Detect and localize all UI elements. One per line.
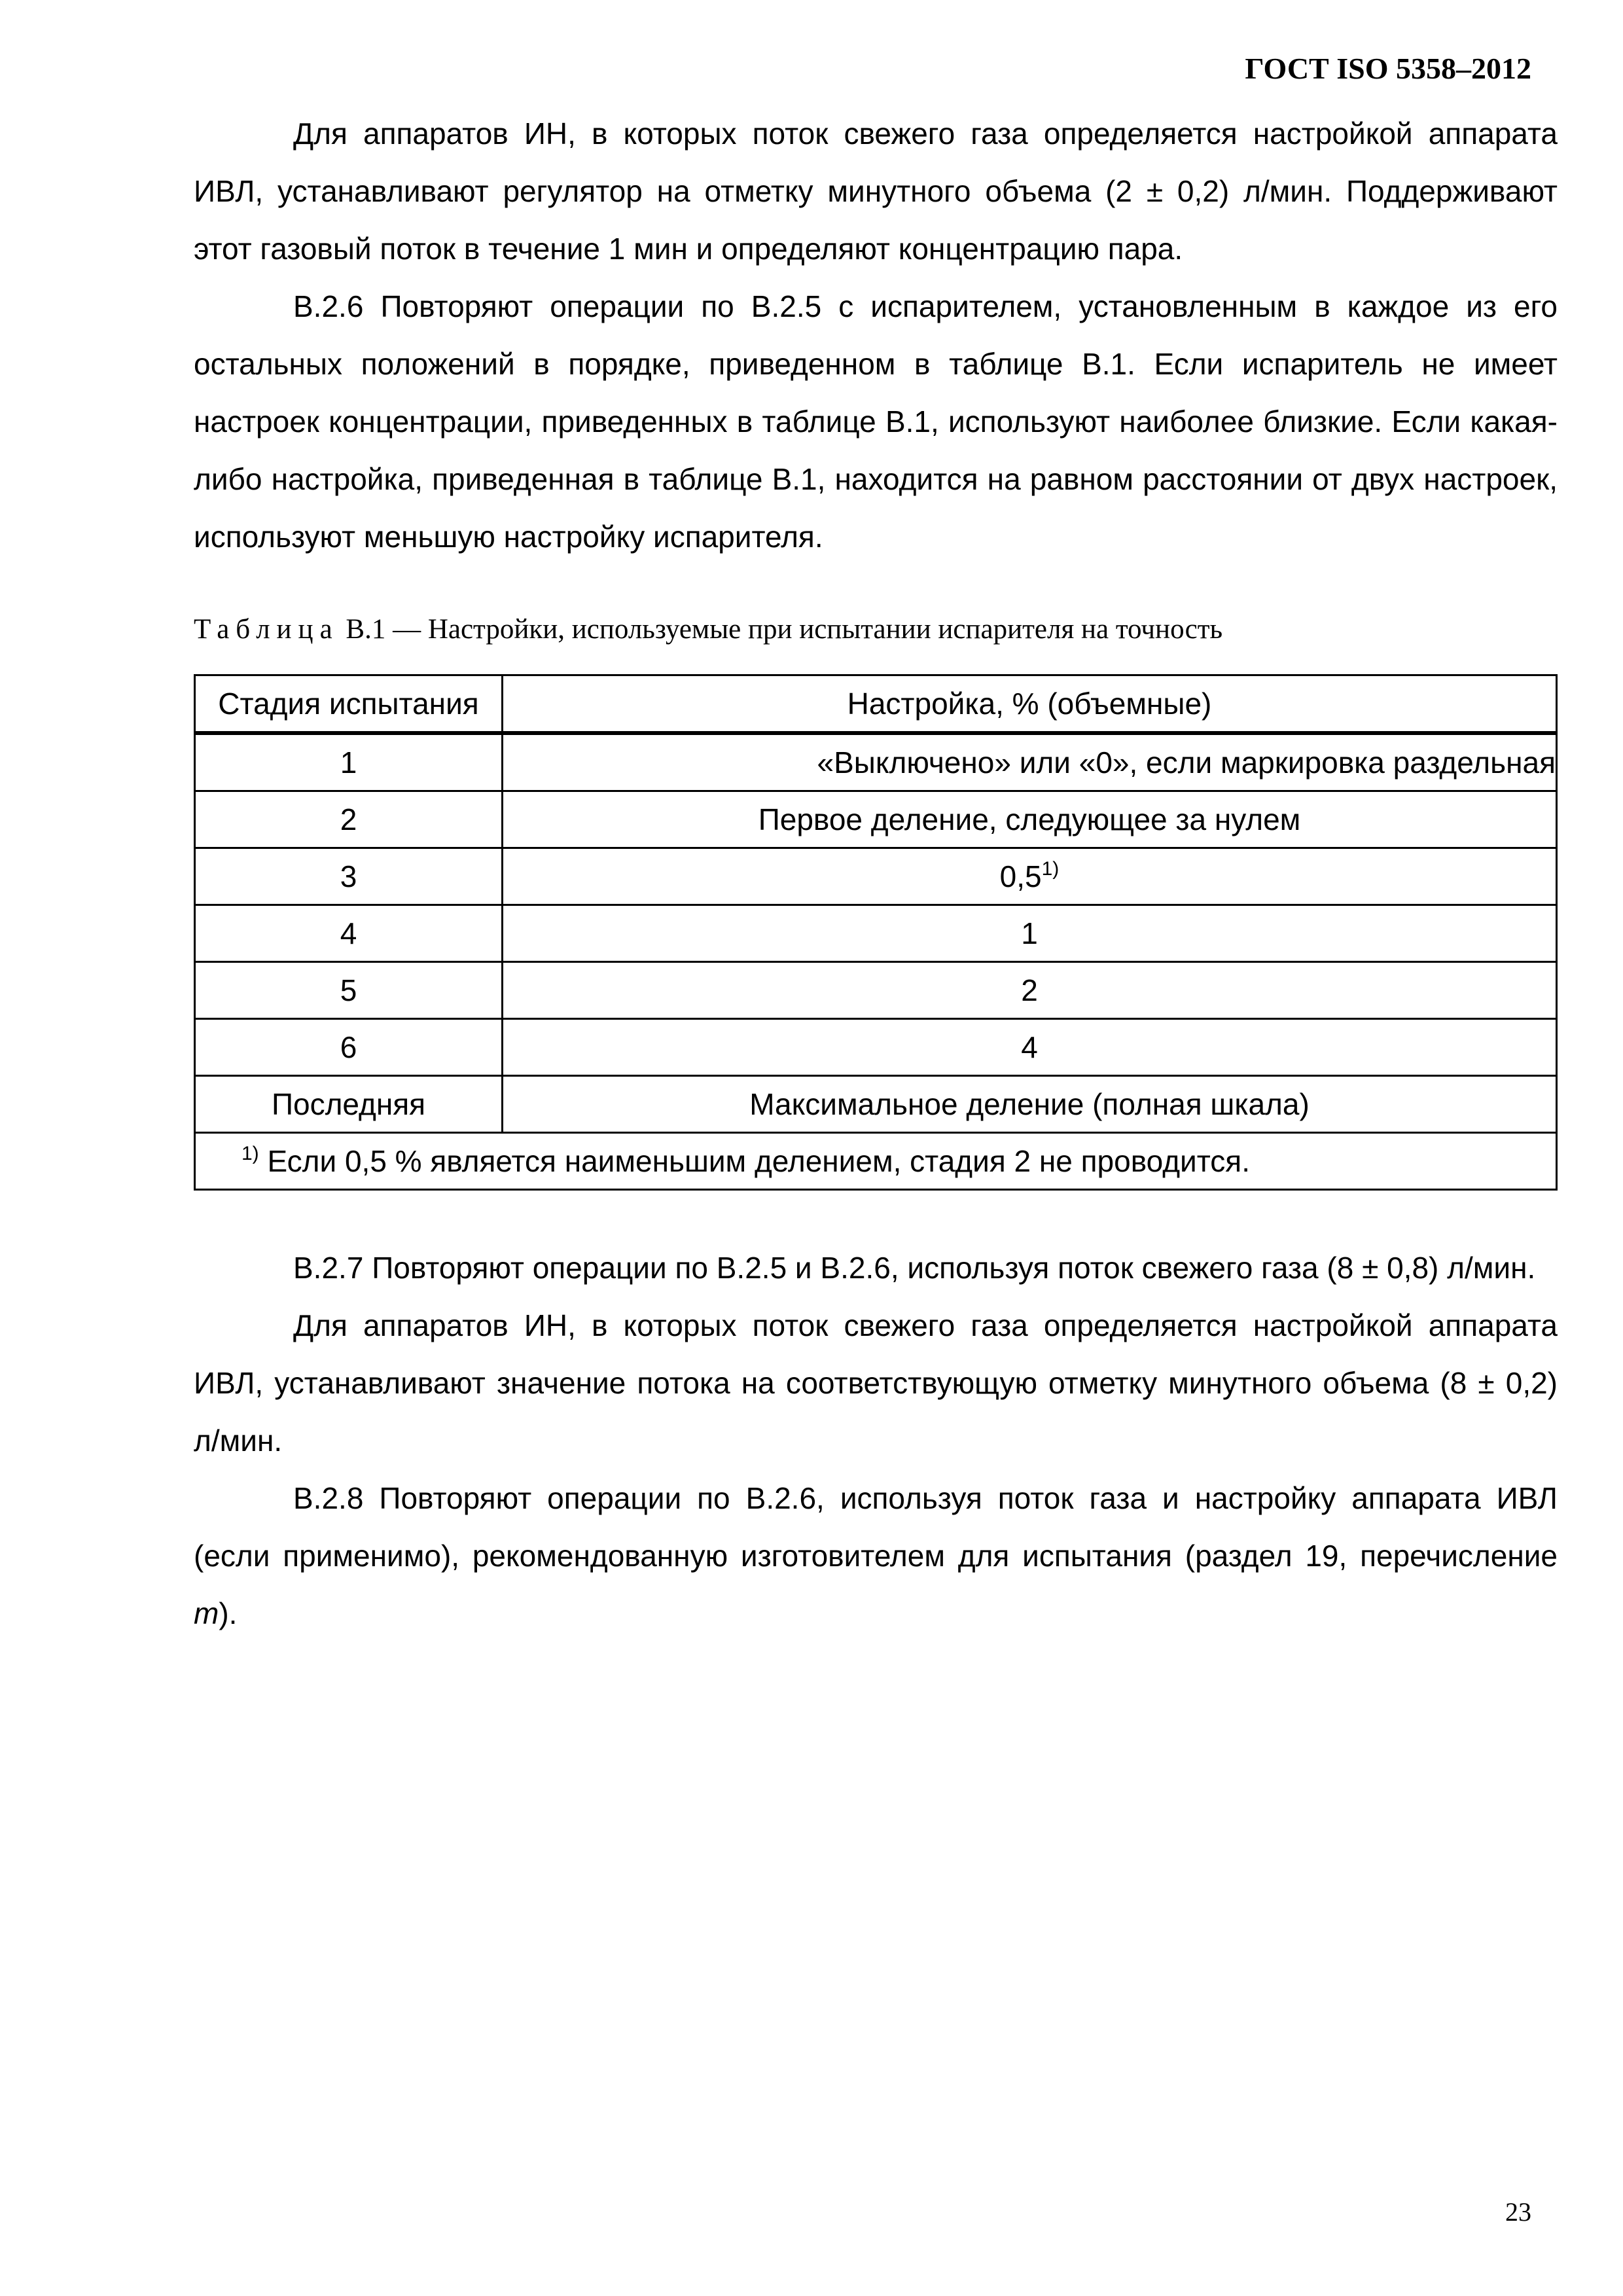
stage-cell: 4	[195, 905, 503, 962]
setting-value: 0,5	[999, 859, 1042, 893]
settings-table	[194, 674, 1558, 1191]
setting-cell: Максимальное деление (полная шкала)	[503, 1076, 1557, 1133]
bottom-text-block	[194, 1239, 1558, 1642]
table-caption-title: В.1 — Настройки, используемые при испытании испарителя на точность	[338, 614, 1223, 645]
table-row	[195, 733, 1557, 791]
setting-cell: 2	[503, 962, 1557, 1019]
paragraph: Для аппаратов ИН, в которых поток свежего газа определяется настройкой аппарата ИВЛ, устанавливают регулятор на отметку минутного объема (2 ± 0,2) л/мин. Поддерживают этот газовый поток в течение 1 мин и определяют концентрацию пара.	[194, 117, 1558, 266]
paragraph-b-2-6: В.2.6 Повторяют операции по В.2.5 с испарителем, установленным в каждое из его остальных положений в порядке, приведенном в таблице В.1. Если испаритель не имеет настроек концентрации, приведенных в таблице В.1, используют наиболее близкие. Если какая-либо настройка, приведенная в таблице В.1, находится на равном расстоянии от двух настроек, используют меньшую настройку испарителя.	[194, 289, 1558, 554]
table-row	[195, 848, 1557, 905]
enumeration-letter: m	[194, 1596, 219, 1630]
setting-cell: 1	[503, 905, 1557, 962]
document-header: ГОСТ ISO 5358–2012	[1245, 52, 1531, 85]
footnote-text: Если 0,5 % является наименьшим делением, стадия 2 не проводится.	[259, 1144, 1250, 1178]
paragraph: Для аппаратов ИН, в которых поток свежего газа определяется настройкой аппарата ИВЛ, устанавливают значение потока на соответствующую отметку минутного объема (8 ± 0,2) л/мин.	[194, 1308, 1558, 1458]
table-footnote	[195, 1133, 1557, 1190]
stage-cell: 2	[195, 791, 503, 848]
stage-cell: 1	[195, 733, 503, 791]
setting-cell	[503, 848, 1557, 905]
stage-cell: 6	[195, 1019, 503, 1076]
footnote-reference: 1)	[1041, 858, 1060, 880]
table-row	[195, 962, 1557, 1019]
paragraph-end: ).	[219, 1596, 238, 1630]
page-number: 23	[1505, 2197, 1531, 2227]
footnote-mark: 1)	[241, 1143, 259, 1164]
column-header-setting: Настройка, % (объемные)	[503, 675, 1557, 734]
table-row	[195, 1076, 1557, 1133]
paragraph-b-2-8	[194, 1469, 1558, 1642]
table-caption	[194, 613, 1222, 646]
table-row	[195, 791, 1557, 848]
table-row	[195, 1019, 1557, 1076]
setting-cell: «Выключено» или «0», если маркировка раздельная	[503, 733, 1557, 791]
column-header-stage: Стадия испытания	[195, 675, 503, 734]
table-header-row	[195, 675, 1557, 734]
table-footnote-row	[195, 1133, 1557, 1190]
stage-cell: Последняя	[195, 1076, 503, 1133]
stage-cell: 5	[195, 962, 503, 1019]
top-text-block	[194, 105, 1558, 565]
paragraph-b-2-7: В.2.7 Повторяют операции по В.2.5 и В.2.6, используя поток свежего газа (8 ± 0,8) л/мин.	[293, 1251, 1536, 1285]
setting-cell: Первое деление, следующее за нулем	[503, 791, 1557, 848]
stage-cell: 3	[195, 848, 503, 905]
table-caption-label: Таблица	[194, 614, 339, 645]
table-row	[195, 905, 1557, 962]
paragraph-text: В.2.8 Повторяют операции по В.2.6, используя поток газа и настройку аппарата ИВЛ (если применимо), рекомендованную изготовителем для испытания (раздел 19, перечисление	[194, 1481, 1558, 1573]
setting-cell: 4	[503, 1019, 1557, 1076]
